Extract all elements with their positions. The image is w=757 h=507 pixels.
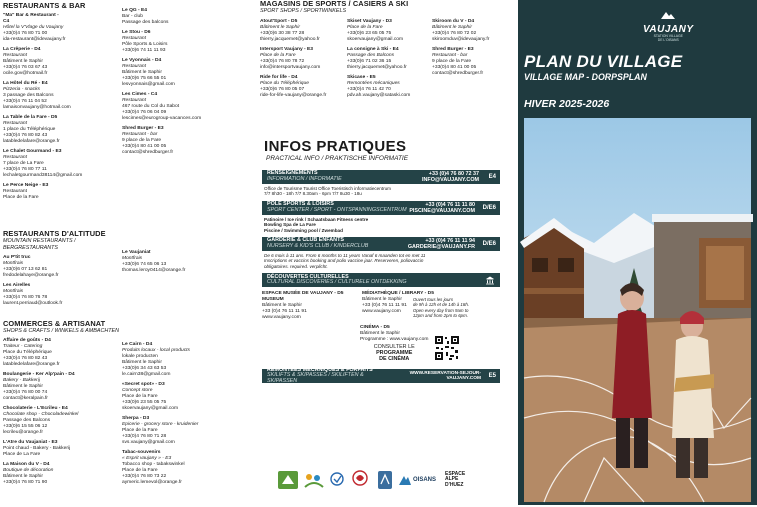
pole-bar [262,201,500,215]
altitude-restaurant-line: Montfrais [122,255,143,261]
restaurant-line: Restaurant [122,64,146,70]
restaurant-name: Le Stou - D6 [122,30,151,36]
shop-entry [122,382,256,412]
qr-code-icon[interactable] [434,335,460,361]
restaurants-col-a [3,13,83,205]
restaurant-name: La Crêperie - D4 [3,47,41,53]
shop-line: +33(0)4 76 80 71 90 [3,480,48,486]
restaurant-entry [3,115,65,145]
left-column [0,0,122,505]
sport-shop-line: 9 place de la Fare [432,58,472,64]
cinema-cta-1: PROGRAMME [376,349,413,356]
third-column [258,0,520,505]
restaurant-line: +33(0)4 76 80 77 11 [3,166,47,172]
shop-email[interactable]: le.cairn38@gmail.com [122,371,171,377]
shop-entry [122,450,256,485]
musee-line-1: +33 (0)4 76 11 11 91 [262,308,307,314]
decouvertes-title: DÉCOUVERTES CULTURELLES [267,273,349,280]
altitude-restaurant-line: Montfrais [3,260,24,266]
restaurant-entry [122,92,257,122]
remontees-title: REMONTÉES MÉCANIQUES & FORFAITS [267,366,373,373]
infos-subtitle: PRACTICAL INFO / PRAKTISCHE INFORMATIE [266,155,409,162]
renseignements-title: RENSEIGNEMENTS [267,170,318,177]
cinema-line-0: Bâtiment le Saphir [360,331,400,337]
shop-entry [3,440,121,458]
oisans-logo [399,474,436,486]
restaurant-line: Pôle Sports & Loisirs [122,42,168,48]
altitude-restaurant-email[interactable]: thomas.leroy0414@orange.fr [122,267,186,273]
sport-shop-entry [347,19,429,43]
sport-shop-entry [260,75,344,99]
pole-line-2: Piscine / Swimming pool / Zwembad [264,227,343,233]
pole-sub: SPORT CENTER / SPORT - ONTSPANNINGSCENTRUM [267,206,407,213]
section-title-restaurants: RESTAURANTS & BAR [3,1,86,10]
magasins-grid [260,19,520,103]
partner-logos [278,470,465,490]
shop-line: +33(0)4 76 80 71 28 [122,433,167,439]
shop-line: Boutique de décoration [3,468,54,474]
restaurant-email[interactable]: lechaletgourmand38114@gmail.com [3,172,83,178]
shop-name: «Secret spot» - D3 [122,381,165,387]
shop-email[interactable]: skoervaujany@gmail.com [122,405,179,411]
altitude-restaurant-email[interactable]: laurent.perriaud@outlook.fr [3,300,63,306]
shop-line: +33(0)6 15 55 06 12 [3,423,48,429]
dhuez-text: D'HUEZ [445,481,464,488]
garderie-phone: +33 (0)4 76 11 11 94 [425,238,475,245]
altitude-col-a [3,255,121,307]
shop-name: Tabac-souvenirs [122,450,161,455]
pole-code: D/E6 [482,204,496,211]
mediatheque-hours-3: 12pm and from 2pm to 6pm. [412,312,468,318]
sport-shop-entry [347,75,429,99]
sport-shop-email[interactable]: skoervaujany@gmail.com [347,36,404,42]
shop-entry [122,416,256,446]
sport-shop-line: Place de la Fare [347,24,383,30]
sport-shop-email[interactable]: thierry.jacquemet@yahoo.fr [347,64,407,70]
shop-line: Epicerie - grocery store - kruidenier [122,421,199,427]
shop-name: La Maison du V - D4 [3,462,50,468]
cinema-cta[interactable] [360,345,428,362]
restaurant-entry [3,183,65,201]
section-subtitle-magasins: SPORT SHOPS / SPORTWINKELS [260,8,347,14]
logo-tag-0: STATION VILLAGE [653,34,683,38]
restaurant-line: 7 place de La Fare [3,160,44,166]
restaurant-name: Le Perce Neige - E3 [3,183,49,189]
label-logo-2 [330,471,344,489]
family-label-logo [303,471,325,489]
garderie-line-1: Inscriptions et vaccins booking and polio vaccine jaar. Reserveren, poliovaccin [264,258,424,264]
shop-line: Bâtiment le Saphir [3,383,43,389]
restaurant-line: +33(0)4 76 03 67 43 [3,64,48,70]
cinema-cta-2: DE CINÉMA [379,355,410,362]
sport-shop-entry [432,19,518,43]
sport-shop-entry [347,47,429,71]
pole-phone: +33 (0)4 76 11 11 80 [425,201,475,208]
alpe-text: ALPE [445,476,459,483]
oisans-mountain-icon [399,474,411,486]
renseignements-phone: +33 (0)4 76 80 72 37 [428,171,479,177]
shop-line: +33(0)6 23 55 05 75 [122,399,167,405]
restaurant-line: Restaurant [3,52,27,58]
section-subtitle-altitude: MOUNTAIN RESTAURANTS / BERGRESTAURANTS [3,238,76,251]
musee-name: ESPACE MUSÉE DE VAUJANY - D5 [262,291,344,297]
garderie-details [264,253,502,269]
restaurant-email[interactable]: ida-restaurant@idevaujany.fr [3,36,66,42]
restaurant-name: Le Chalet Gourmand - E3 [3,149,62,155]
sport-shop-name: Ride for life - D4 [260,75,298,81]
sport-shop-line: +33(0)6 23 65 05 75 [347,30,392,36]
sport-shop-email[interactable]: skiroomduv@idevaujany.fr [432,36,490,42]
sport-shop-email[interactable]: info@intersportvaujany.com [260,64,321,70]
shop-entry [3,406,121,436]
pole-line-0: Patinoire / Ice rink / Schaatsbaan Fitness centre [264,216,369,222]
shop-line: Produits locaux - local products [122,347,190,353]
logo-word: VAUJANY [643,24,694,35]
shop-entry [3,372,121,402]
decouvertes-bar [262,273,500,287]
infos-title: INFOS PRATIQUES [264,138,407,155]
sport-shop-line: +33(0)6 71 02 36 15 [347,58,392,64]
remontees-email[interactable]: WWW.RESERVATION-SEJOUR-VAUJANY.COM [409,370,481,381]
restaurant-line: Restaurant [3,121,27,126]
mediatheque-hours-1: de 9h à 12h et de 14h à 18h. [412,302,469,308]
restaurant-line: +33(0)4 76 06 04 09 [122,110,167,116]
altitude-restaurant-entry [122,250,256,274]
restaurant-line: Restaurant [122,36,146,42]
restaurant-name: La Table de la Fare - D5 [3,115,58,121]
altitude-restaurant-line: Montfrais [3,289,24,295]
section-subtitle-commerces: SHOPS & CRAFTS / WINKELS & AMBACHTEN [3,328,120,334]
shop-name: Sherpa - D3 [122,415,150,421]
restaurant-name: Les Cimes - C4 [122,92,158,98]
sport-shop-line: Place du Téléphérique [260,81,309,87]
cinema-name: CINÉMA - D5 [360,325,390,331]
pole-title: PÔLE SPORTS & LOISIRS [267,201,334,208]
sport-shop-email[interactable]: pdv.ah.vaujany@sataski.com [347,92,411,98]
restaurant-entry [3,81,71,111]
musee-name2: MUSEUM [262,297,284,303]
shop-line: +33(0)6 34 43 63 53 [122,365,167,371]
sport-shop-name: Skiroom du V - D4 [432,19,475,24]
restaurant-email[interactable]: contact@shredburger.fr [122,150,174,156]
restaurant-line: Restaurant [3,189,27,195]
sport-shop-line: +33(0)4 76 80 78 72 [260,58,305,64]
restaurant-line: Restaurant [122,98,146,104]
restaurant-line: 1 place du Téléphérique [3,126,56,132]
mediatheque-line-1: +33 (0)4 76 11 11 91 [362,303,407,309]
sport-shop-line: +33(0)6 30 38 77 28 [260,30,305,36]
sport-shop-name: Skiset Vaujany - D3 [347,19,392,24]
altitude-restaurant-line: +33(0)4 76 80 76 78 [3,294,48,300]
mediatheque-hours-2: Open every day from 9am to [412,307,469,313]
shop-line: Point chaud - Bakery - Bakkerij [3,446,71,451]
restaurant-line: +33(0)4 76 80 71 00 [3,30,48,36]
shop-email[interactable]: lecrileu@orange.fr [3,429,44,435]
sport-shop-name: Atout'Sport - D5 [260,19,298,24]
restaurant-entry [122,8,257,26]
sport-shop-line: +33(0)4 76 80 72 02 [432,30,477,36]
vaujany-logo [643,6,694,42]
shop-email[interactable]: latabledelafare@orange.fr [3,361,60,367]
restaurant-entry [122,126,257,156]
mediatheque-name: MÉDIATHÈQUE / LIBRARY - D5 [362,291,434,297]
shop-line: Place de La Fare [3,451,41,457]
restaurant-line: 3 passage des Balcons [3,92,54,98]
sport-shop-name: La consigne à Ski - E4 [347,47,399,53]
mediatheque-line-2[interactable]: www.vaujany.com [362,308,401,314]
espace-text: ESPACE [445,470,466,477]
garderie-email[interactable]: GARDERIE@VAUJANY.FR [407,244,475,251]
shop-line: Bâtiment le Saphir [3,474,43,480]
sport-shop-name: Intersport Vaujany - E3 [260,47,313,53]
renseignements-line-1: 7/7 8h30 - 18h 7/7 8.30am - 6pm 7/7 8u30 - 18u [264,191,362,197]
garderie-line-2: obligatoires. required. verplicht. [264,263,328,269]
restaurant-entry [3,149,83,179]
sport-shop-email[interactable]: ride-for-life-vaujany@orange.fr [260,92,327,98]
altitude-col-b [122,250,256,278]
sport-shop-line: Bâtiment le Saphir [432,24,472,30]
restaurant-entry [3,13,65,43]
restaurant-email[interactable]: lescimes@eurogroup-vacances.com [122,116,202,121]
mediatheque-hours-0: Ouvert tous les jours [412,297,454,303]
restaurants-col-b [122,8,257,156]
restaurant-line: +33(0)4 80 41 00 05 [122,144,167,150]
altitude-restaurant-name: Au P'tit truc [3,255,31,260]
commerces-col-b [122,342,256,490]
restaurant-line: Passage des balcons [122,19,169,25]
restaurant-line: Pizzeria - snacks [3,86,40,92]
restaurant-line: 9 place de la Fare [122,138,162,144]
cinema-line-1[interactable]: Programme : www.vaujany.com [360,337,429,343]
restaurant-name: Shred Burger - E3 [122,126,164,132]
restaurant-name: Le QG - E4 [122,8,148,13]
renseignements-code: E4 [488,174,496,180]
sport-shop-line: Remontées mécaniques [347,81,400,87]
shop-line: lokale producten [122,353,158,359]
garderie-code: D/E6 [482,241,496,248]
restaurant-name: "Ma" Bar & Restaurant - C4 [3,13,59,24]
magasins-col [260,19,344,103]
shop-line: Traiteur - Catering [3,343,43,349]
museum-icon [485,276,495,285]
garderie-title: GARDERIE & CLUB ENFANTS [267,237,344,244]
label-logo-3 [376,470,394,490]
shop-name: Le Cairn - D4 [122,342,153,347]
sport-shop-line: Restaurant - bar [432,53,468,59]
renseignements-details [264,186,502,197]
musee-line-2[interactable]: www.vaujany.com [262,314,301,320]
shop-line: Place de la Fare [122,393,158,399]
shop-email[interactable]: svs.vaujany@gmail.com [122,439,175,445]
commerces-col-a [3,338,121,486]
shop-line: +33(0)4 76 80 82 43 [3,355,48,361]
restaurant-line: Bâtiment le Saphir [122,70,162,76]
garderie-line-0: De 6 mois à 11 ans. From 6 months to 11 years Vanaf 6 maanden tot en met 11 [264,253,426,259]
restaurant-entry [122,30,257,54]
restaurant-line: Hôtel la V'Vlage du Vaujany [3,24,64,30]
sport-shop-email[interactable]: thierry.jacquemet@yahoo.fr [260,36,320,42]
shop-name: Chocolaterie - L'Ecrileu - E4 [3,406,68,412]
restaurant-line: Bar - club [122,13,143,19]
sport-shop-email[interactable]: contact@shredburger.fr [432,70,484,76]
magasins-col [432,19,518,103]
shop-name: Affaire de goûts - D4 [3,338,51,343]
musee-entry [262,291,362,321]
shop-line: Place du Téléphérique [3,349,52,355]
shop-line: Place de la Fare [122,467,158,473]
restaurant-email[interactable]: lesvyonnais@gmail.com [122,81,175,87]
cover-photo [524,118,751,502]
garderie-sub: NURSERY & KID'S CLUB / KINDERCLUB [267,243,369,250]
section-title-magasins: MAGASINS DE SPORTS / CASIERS A SKI [260,0,409,8]
sport-shop-line: Place de la Fare [260,53,296,59]
cover-panel [518,0,757,505]
mediatheque-line-0: Bâtiment le Saphir [362,297,402,303]
restaurant-name: Le Vyonnais - D4 [122,58,162,64]
restaurant-line: Place de la Fare [3,194,39,200]
remontees-code: E5 [488,372,496,379]
shop-name: L'Atre du Vaujaniat - E3 [3,440,58,446]
restaurant-line: +33(0)4 76 11 04 52 [3,98,47,104]
oisans-text: OISANS [413,477,437,483]
cinema-block [360,325,518,367]
shop-entry [3,338,121,368]
pole-details [264,217,502,233]
shop-line: +33(0)4 76 80 00 74 [3,389,48,395]
quality-label-logo [349,470,371,490]
shop-line: Bakery - Bakkerij [3,377,40,383]
garderie-bar [262,237,500,251]
mediatheque-entry [362,291,502,321]
shop-line: Tobacco shop - tabakswinkel [122,461,185,467]
shop-line: +33(0)4 76 80 73 22 [122,473,167,479]
sport-shop-line: +33(0)6 76 80 05 07 [260,87,305,93]
section-title-altitude: RESTAURANTS D'ALTITUDE [3,229,106,238]
sport-shop-line: +33(0)4 80 41 00 05 [432,64,477,70]
shop-entry [122,342,256,377]
shop-line: Chocolate shop - Chocoladewinkel [3,411,79,417]
shop-email[interactable]: contact@keralpain.fr [3,395,48,401]
renseignements-bar [262,170,500,184]
cover-season: HIVER 2025-2026 [524,98,610,110]
restaurant-entry [122,58,257,88]
sport-shop-line: Passage des Balcons [347,53,395,59]
mountain-logo-icon [661,11,675,19]
section-title-commerces: COMMERCES & ARTISANAT [3,319,106,328]
second-column [122,0,257,505]
sport-shop-line: Bâtiment le Saphir [260,24,300,30]
shop-name: Boulangerie - Ker Alp'pain - D4 [3,372,75,378]
cover-title: PLAN DU VILLAGE [524,52,683,71]
altitude-restaurant-line: +33(0)6 74 65 06 13 [122,261,167,267]
altitude-restaurant-name: Le Vaujaniat [122,250,151,255]
shop-line: « Esprit vaujany » - E3 [122,455,172,461]
shop-line: Bâtiment le Saphir [122,359,162,365]
altitude-restaurant-email[interactable]: fredodelahaye@orange.fr [3,272,59,278]
cover-photo-illustration [524,118,751,502]
restaurant-line: 467 route du Col du Sabot [122,104,180,110]
logo-tag-1: DE L'OISANS [657,37,679,42]
sport-shop-entry [432,47,518,77]
cover-subtitle: VILLAGE MAP - DORPSPLAN [524,72,647,82]
magasins-col [347,19,429,103]
restaurant-line: Bâtiment le Saphir [3,58,43,64]
restaurant-line: Restaurant [3,155,27,161]
renseignements-email[interactable]: INFO@VAUJANY.COM [422,177,479,183]
pole-line-1: Bowling Spa de La Fare [264,222,316,228]
shop-entry [3,462,121,486]
altitude-restaurant-entry [3,283,121,307]
cinema-cta-0: CONSULTER LE [373,344,415,350]
decouvertes-sub: CULTURAL DISCOVERIES / CULTURELE ONTDEKKING [267,279,407,286]
shop-line: Concept store [122,387,153,393]
sport-shop-name: Shred Burger - E3 [432,47,474,53]
restaurant-email[interactable]: lamaisonvaujany@hotmail.com [3,104,71,110]
restaurant-line: +33(0)6 74 11 11 93 [122,47,166,53]
restaurant-line: Restaurant - bar [122,132,158,138]
pole-email[interactable]: PISCINE@VAUJANY.COM [409,207,475,214]
restaurant-email[interactable]: latabledelafare@orange.fr [3,138,60,144]
sport-shop-line: +33(0)4 76 11 42 70 [347,87,391,93]
restaurant-name: La Hôtel du Ré - E4 [3,81,48,87]
sport-shop-entry [260,19,344,43]
remontees-sub: SKILIFTS & SKIPASSES / SKILIFTEN & SKIPASSEN [267,372,364,384]
espace-alpe-dhuez-logo [445,472,465,488]
restaurant-line: +33(0)4 76 80 82 43 [3,132,48,138]
remontees-bar [262,366,500,384]
sport-shop-entry [260,47,344,71]
shop-email[interactable]: aymeric.lemevol@orange.fr [122,479,182,485]
altitude-restaurant-entry [3,255,121,279]
label-logo-1 [278,471,298,489]
restaurant-email[interactable]: ocile.gov@hotmail.fr [3,70,48,76]
restaurant-line: +33(0)6 75 66 55 01 [122,76,167,82]
shop-line: Place de la Fare [122,427,158,433]
shop-line: Passage des Balcons [3,417,51,423]
renseignements-line-0: Office de Tourisme Tourist Office Toeristisch informatiecentrum [264,186,391,191]
altitude-restaurant-line: +33(0)6 07 13 62 81 [3,266,48,272]
sport-shop-name: Skicase - E5 [347,75,376,81]
renseignements-sub: INFORMATION / INFORMATIE [267,176,342,182]
altitude-restaurant-name: Les Airelles [3,283,31,289]
restaurant-entry [3,47,65,77]
musee-line-0: Bâtiment le Saphir [262,303,302,309]
